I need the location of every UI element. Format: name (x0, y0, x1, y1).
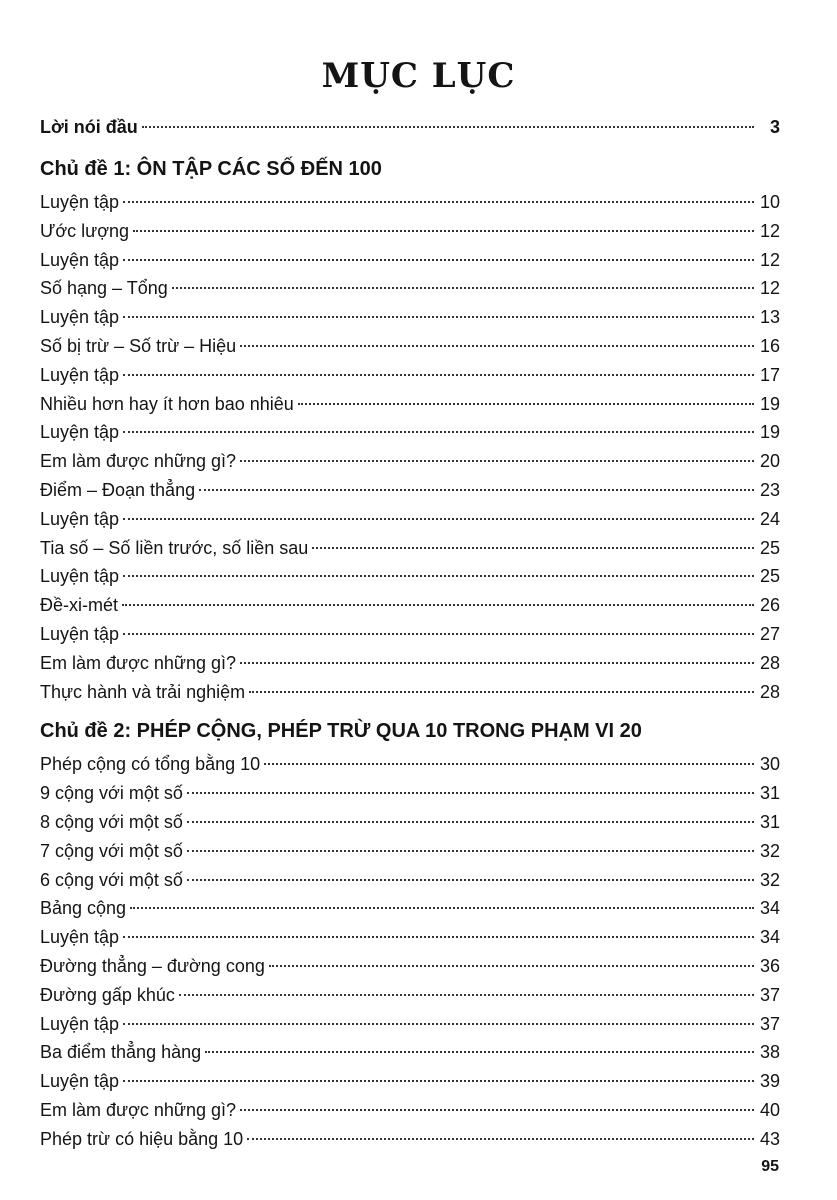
toc-entry-page: 38 (759, 1042, 780, 1063)
toc-entry[interactable] (40, 779, 780, 808)
toc-entry[interactable] (40, 837, 780, 866)
toc-entry-page: 37 (759, 984, 780, 1005)
toc-entry[interactable] (40, 1067, 780, 1096)
toc-entry-label: Thực hành và trải nghiệm (40, 681, 246, 702)
toc-entry-page: 32 (759, 840, 780, 861)
toc-entry[interactable] (40, 361, 780, 390)
toc-entry-label: Luyện tập (40, 1071, 120, 1092)
toc-entry-page: 3 (769, 117, 780, 137)
dot-leader (123, 316, 754, 318)
toc-entry-page: 24 (759, 508, 780, 529)
toc-entry-page: 28 (759, 681, 780, 702)
toc-entry-label: Luyện tập (40, 623, 120, 644)
dot-leader (205, 1051, 754, 1053)
toc-entry-page: 10 (759, 192, 780, 212)
toc-entry-page: 25 (759, 537, 780, 558)
dot-leader (179, 994, 754, 996)
toc-entry[interactable] (40, 505, 780, 534)
toc-entry-label: Ba điểm thẳng hàng (40, 1042, 202, 1063)
toc-entry-label: Luyện tập (40, 249, 120, 270)
toc-entry-page: 19 (759, 393, 780, 414)
toc-entry-label: 7 cộng với một số (40, 840, 183, 861)
toc-entry[interactable] (40, 866, 780, 895)
toc-entry-page: 31 (759, 811, 780, 832)
dot-leader (142, 126, 754, 128)
toc-entry-page: 12 (759, 220, 780, 241)
toc-entry-label: Luyện tập (40, 566, 120, 587)
dot-leader (269, 965, 754, 967)
toc-entry-page: 13 (759, 307, 780, 328)
dot-leader (123, 374, 754, 376)
toc-entry[interactable] (40, 418, 780, 447)
toc-entry[interactable] (40, 447, 780, 476)
dot-leader (123, 431, 754, 433)
dot-leader (187, 879, 754, 881)
toc-entry-label: Luyện tập (40, 364, 120, 385)
toc-entry[interactable] (40, 534, 780, 563)
toc-entry-page: 32 (759, 869, 780, 890)
table-of-contents (40, 112, 780, 1154)
toc-entry-label: 8 cộng với một số (40, 811, 183, 832)
dot-leader (312, 547, 754, 549)
toc-entry-label: Số hạng – Tổng (40, 278, 168, 299)
toc-entry-label: Nhiều hơn hay ít hơn bao nhiêu (40, 393, 294, 414)
toc-entry-page: 12 (759, 278, 780, 299)
toc-entry-label: Luyện tập (40, 1013, 120, 1034)
dot-leader (123, 518, 754, 520)
dot-leader (123, 575, 754, 577)
toc-entry-page: 25 (759, 566, 780, 587)
toc-entry-page: 39 (759, 1071, 780, 1092)
dot-leader (187, 821, 754, 823)
dot-leader (130, 907, 754, 909)
toc-entry-preface[interactable] (40, 112, 780, 142)
toc-entry-page: 28 (759, 652, 780, 673)
toc-entry-page: 16 (759, 335, 780, 356)
toc-entry-page: 43 (759, 1128, 780, 1149)
toc-entry-page: 20 (759, 451, 780, 472)
dot-leader (187, 850, 754, 852)
toc-entry[interactable] (40, 952, 780, 981)
toc-entry[interactable] (40, 476, 780, 505)
toc-entry[interactable] (40, 1096, 780, 1125)
toc-entry-label: Ước lượng (40, 220, 130, 241)
toc-entry-page: 34 (759, 927, 780, 948)
dot-leader (240, 662, 754, 664)
toc-entry-label: Luyện tập (40, 422, 120, 443)
dot-leader (123, 936, 754, 938)
toc-entry-label: Em làm được những gì? (40, 652, 236, 673)
toc-entry-label: Đường thẳng – đường cong (40, 955, 265, 976)
dot-leader (249, 691, 754, 693)
dot-leader (122, 604, 754, 606)
toc-entry-page: 30 (759, 754, 780, 775)
dot-leader (264, 763, 754, 765)
toc-entry-page: 12 (759, 249, 780, 270)
dot-leader (123, 201, 754, 203)
toc-entry-page: 40 (759, 1099, 780, 1120)
toc-entry[interactable] (40, 1125, 780, 1154)
toc-entry[interactable] (40, 332, 780, 361)
dot-leader (123, 1023, 754, 1025)
toc-entry-page: 37 (759, 1013, 780, 1034)
dot-leader (240, 1109, 754, 1111)
toc-entry[interactable] (40, 562, 780, 591)
toc-entry-page: 36 (759, 955, 780, 976)
toc-entry-page: 31 (759, 783, 780, 804)
dot-leader (123, 1080, 754, 1082)
toc-entry-page: 17 (759, 364, 780, 385)
page-number: 95 (761, 1158, 779, 1175)
toc-entry[interactable] (40, 246, 780, 275)
toc-entry-label: 9 cộng với một số (40, 783, 183, 804)
dot-leader (298, 403, 754, 405)
dot-leader (133, 230, 754, 232)
toc-entry-label: Điểm – Đoạn thẳng (40, 479, 196, 500)
toc-entry-label: Tia số – Số liền trước, số liền sau (40, 537, 309, 558)
toc-entry-page: 26 (759, 595, 780, 616)
toc-entry[interactable] (40, 750, 780, 779)
toc-entry-label: Em làm được những gì? (40, 451, 236, 472)
dot-leader (247, 1138, 754, 1140)
toc-entry-label: Lời nói đầu (40, 117, 138, 137)
toc-entry-label: 6 cộng với một số (40, 869, 183, 890)
dot-leader (187, 792, 754, 794)
toc-entry-label: Luyện tập (40, 307, 120, 328)
toc-entry[interactable] (40, 303, 780, 332)
toc-entry[interactable] (40, 923, 780, 952)
toc-entry-page: 34 (759, 898, 780, 919)
dot-leader (199, 489, 754, 491)
toc-entry-page: 19 (759, 422, 780, 443)
toc-entry-label: Đường gấp khúc (40, 984, 175, 1005)
toc-entry[interactable] (40, 620, 780, 649)
toc-entry-label: Em làm được những gì? (40, 1099, 236, 1120)
dot-leader (172, 287, 754, 289)
dot-leader (123, 259, 754, 261)
dot-leader (240, 460, 754, 462)
toc-entry-label: Luyện tập (40, 927, 120, 948)
toc-entry[interactable] (40, 894, 780, 923)
section-title: Chủ đề 2: PHÉP CỘNG, PHÉP TRỪ QUA 10 TRONG PHẠM VI 20 (40, 720, 642, 743)
toc-entry[interactable] (40, 1038, 780, 1067)
toc-entry-label: Phép cộng có tổng bằng 10 (40, 754, 261, 775)
dot-leader (123, 633, 754, 635)
toc-entry-page: 23 (759, 479, 780, 500)
toc-sections (40, 152, 780, 1154)
toc-entry[interactable] (40, 678, 780, 707)
toc-entry[interactable] (40, 1010, 780, 1039)
toc-entry[interactable] (40, 217, 780, 246)
toc-entry[interactable] (40, 591, 780, 620)
toc-entry[interactable] (40, 649, 780, 678)
toc-entry-page: 27 (759, 623, 780, 644)
toc-entry[interactable] (40, 808, 780, 837)
toc-entry[interactable] (40, 188, 780, 217)
dot-leader (240, 345, 754, 347)
section-title: Chủ đề 1: ÔN TẬP CÁC SỐ ĐẾN 100 (40, 158, 382, 180)
toc-entry-label: Đề-xi-mét (40, 595, 119, 616)
toc-entry[interactable] (40, 274, 780, 303)
toc-entry-label: Số bị trừ – Số trừ – Hiệu (40, 335, 237, 356)
toc-entry[interactable] (40, 981, 780, 1010)
toc-entry-label: Luyện tập (40, 508, 120, 529)
toc-entry-label: Bảng cộng (40, 898, 127, 919)
toc-entry-label: Phép trừ có hiệu bằng 10 (40, 1128, 244, 1149)
toc-entry-label: Luyện tập (40, 192, 120, 212)
page-title: MỤC LỤC (321, 56, 516, 96)
toc-entry[interactable] (40, 390, 780, 419)
